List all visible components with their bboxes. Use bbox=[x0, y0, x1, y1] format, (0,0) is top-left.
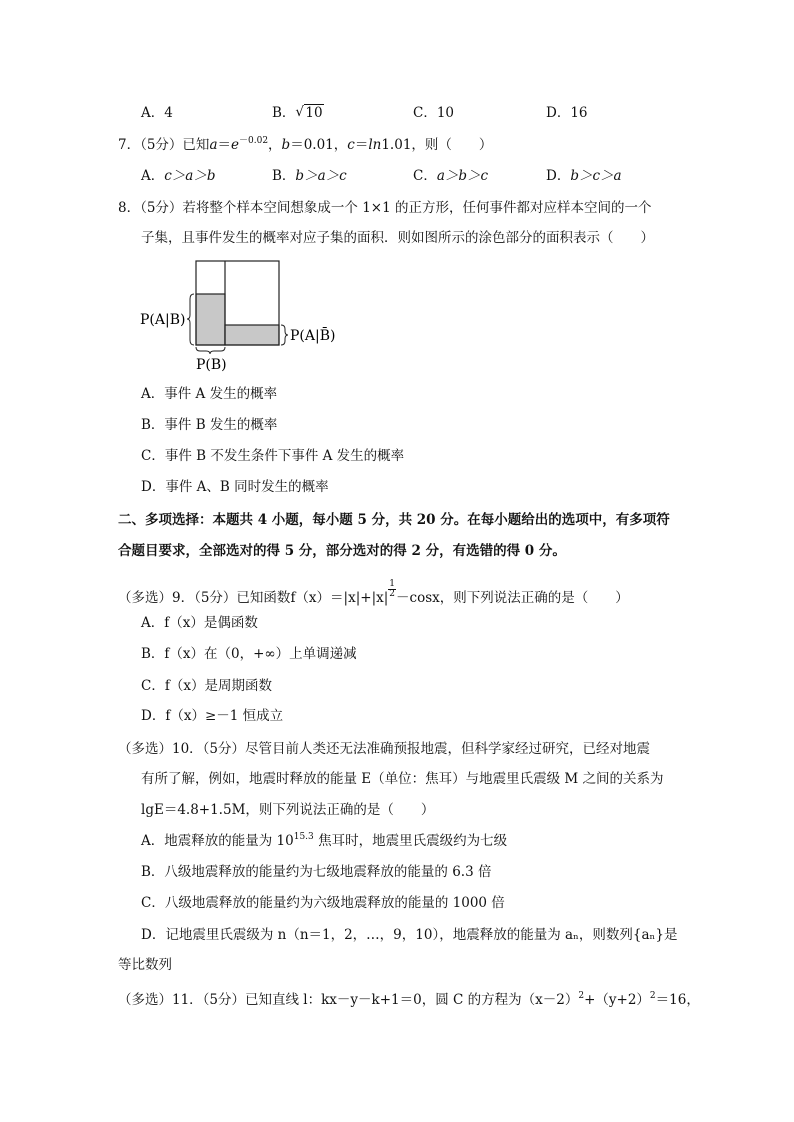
option-text: f（x）是偶函数 bbox=[164, 615, 258, 631]
option-text: b＞a＞c bbox=[295, 168, 347, 184]
label-p-a-given-b: P(A|B) bbox=[140, 312, 186, 328]
q9-function: f（x）＝|x|+|x| bbox=[290, 590, 389, 606]
option-label: B． bbox=[141, 864, 165, 880]
option-text: 10 bbox=[436, 105, 455, 121]
q10-stem-line3: lgE＝4.8+1.5M，则下列说法正确的是（ ） bbox=[141, 802, 435, 818]
q8-stem-line1: 8．（5分）若将整个样本空间想象成一个 1×1 的正方形，任何事件都对应样本空间的一个 bbox=[118, 200, 652, 216]
option-label: B． bbox=[272, 105, 296, 121]
equals: ＝ bbox=[354, 137, 369, 153]
radicand: 10 bbox=[305, 105, 323, 121]
q6-option-c bbox=[413, 104, 454, 122]
q9-stem bbox=[118, 580, 629, 607]
numerator: 1 bbox=[389, 579, 396, 589]
option-label: C． bbox=[413, 168, 437, 184]
q10-stem-line1: （多选）10．（5分）尽管目前人类还无法准确预报地震，但科学家经过研究，已经对地震 bbox=[118, 741, 651, 757]
option-label: D． bbox=[546, 168, 571, 184]
option-text: f（x）在（0，+∞）上单调递减 bbox=[164, 646, 357, 662]
q10-option-b bbox=[141, 863, 491, 881]
option-label: A． bbox=[141, 386, 165, 402]
option-label: D． bbox=[141, 708, 166, 724]
exponent: －0.02 bbox=[239, 136, 269, 146]
option-text: 事件 B 不发生条件下事件 A 发生的概率 bbox=[164, 448, 405, 464]
q9-prefix: （多选）9．（5分）已知函数 bbox=[118, 590, 291, 606]
q8-figure bbox=[138, 255, 348, 375]
q7-tail: 1.01，则（ ） bbox=[381, 137, 493, 153]
shaded-region-left bbox=[196, 294, 225, 345]
q11-text-pre: （多选）11．（5分）已知直线 l：kx－y－k+1＝0，圆 C 的方程为（x－2） bbox=[118, 992, 579, 1008]
q10-option-d-continued: 等比数列 bbox=[118, 957, 172, 973]
option-label: A． bbox=[141, 615, 165, 631]
equals: ＝ bbox=[217, 137, 231, 153]
option-text: 事件 A 发生的概率 bbox=[164, 386, 278, 402]
q11-text-post: ＝16， bbox=[655, 992, 700, 1008]
sqrt-expression bbox=[295, 104, 323, 122]
option-label: C． bbox=[413, 105, 437, 121]
q11-stem bbox=[118, 991, 700, 1009]
q8-option-b bbox=[141, 416, 277, 434]
option-label: C． bbox=[141, 895, 165, 911]
var-e: e bbox=[231, 137, 239, 153]
right-brace bbox=[281, 325, 288, 345]
q6-option-d bbox=[546, 104, 588, 122]
option-text: 4 bbox=[164, 105, 173, 121]
q7-option-c bbox=[413, 167, 488, 185]
shaded-region-right bbox=[225, 325, 279, 345]
option-label: B． bbox=[141, 646, 165, 662]
denominator: 2 bbox=[389, 589, 396, 599]
q7-prefix: 7．（5分）已知 bbox=[118, 137, 210, 153]
section2-heading-line2: 合题目要求，全部选对的得 5 分，部分选对的得 2 分，有选错的得 0 分。 bbox=[118, 543, 566, 559]
q6-option-a bbox=[141, 104, 173, 122]
var-c: c bbox=[347, 137, 355, 153]
ln: ln bbox=[368, 137, 382, 153]
q7-option-b bbox=[272, 167, 347, 185]
var-a: a bbox=[209, 137, 218, 153]
q9-option-a bbox=[141, 614, 258, 632]
q10-stem-line2: 有所了解，例如，地震时释放的能量 E（单位：焦耳）与地震里氏震级 M 之间的关系为 bbox=[141, 771, 664, 787]
q7-option-d bbox=[546, 167, 622, 185]
q8-option-a bbox=[141, 385, 277, 403]
option-label: C． bbox=[141, 678, 165, 694]
fraction-exponent bbox=[388, 580, 396, 599]
option-text: 八级地震释放的能量约为七级地震释放的能量的 6.3 倍 bbox=[164, 864, 492, 880]
q7-option-a bbox=[141, 167, 216, 185]
q10-option-c bbox=[141, 894, 505, 912]
option-label: A． bbox=[141, 105, 165, 121]
option-label: B． bbox=[272, 168, 296, 184]
option-label: D． bbox=[546, 105, 571, 121]
section2-heading-line1: 二、多项选择：本题共 4 小题，每小题 5 分，共 20 分。在每小题给出的选项中，有多项符 bbox=[118, 512, 670, 528]
q10-option-a bbox=[141, 832, 507, 850]
option-text: a＞b＞c bbox=[436, 168, 489, 184]
q9-option-d bbox=[141, 707, 283, 725]
option-text: b＞c＞a bbox=[570, 168, 622, 184]
q9-option-c bbox=[141, 677, 272, 695]
option-text: 事件 B 发生的概率 bbox=[164, 417, 278, 433]
q9-suffix: －cosx，则下列说法正确的是（ ） bbox=[396, 590, 629, 606]
q8-option-c bbox=[141, 447, 404, 465]
option-text: f（x）≥－1 恒成立 bbox=[165, 708, 284, 724]
q11-text-mid: +（y+2） bbox=[584, 992, 650, 1008]
exponent: 2 bbox=[649, 991, 656, 1001]
option-label: C． bbox=[141, 448, 165, 464]
option-text-post: 焦耳时，地震里氏震级约为七级 bbox=[313, 833, 508, 849]
bottom-brace bbox=[196, 347, 225, 354]
option-label: D． bbox=[141, 479, 166, 495]
q7-stem bbox=[118, 136, 492, 154]
option-text: 事件 A、B 同时发生的概率 bbox=[165, 479, 329, 495]
option-text: 记地震里氏震级为 n（n＝1，2，…，9，10），地震释放的能量为 aₙ，则数列{aₙ}是 bbox=[165, 927, 678, 943]
label-p-a-given-not-b: P(A|B̄) bbox=[290, 328, 336, 344]
exponent: 15.3 bbox=[293, 832, 314, 842]
option-text: f（x）是周期函数 bbox=[164, 678, 272, 694]
option-text-pre: 地震释放的能量为 10 bbox=[164, 833, 294, 849]
option-text: 八级地震释放的能量约为六级地震释放的能量的 1000 倍 bbox=[164, 895, 505, 911]
q8-option-d bbox=[141, 478, 329, 496]
option-label: A． bbox=[141, 833, 165, 849]
option-label: B． bbox=[141, 417, 165, 433]
left-brace bbox=[187, 294, 194, 345]
q8-stem-line2: 子集，且事件发生的概率对应子集的面积．则如图所示的涂色部分的面积表示（ ） bbox=[141, 230, 654, 246]
label-p-b: P(B) bbox=[196, 357, 227, 373]
exponent: 2 bbox=[578, 991, 585, 1001]
q6-option-b bbox=[272, 104, 324, 122]
option-label: D． bbox=[141, 927, 166, 943]
q10-option-d bbox=[141, 926, 677, 944]
comma: ， bbox=[268, 137, 282, 153]
option-text: 16 bbox=[570, 105, 588, 121]
option-text: c＞a＞b bbox=[164, 168, 216, 184]
option-label: A． bbox=[141, 168, 165, 184]
var-b: b bbox=[281, 137, 291, 153]
b-value: ＝0.01， bbox=[290, 137, 348, 153]
q9-option-b bbox=[141, 645, 357, 663]
